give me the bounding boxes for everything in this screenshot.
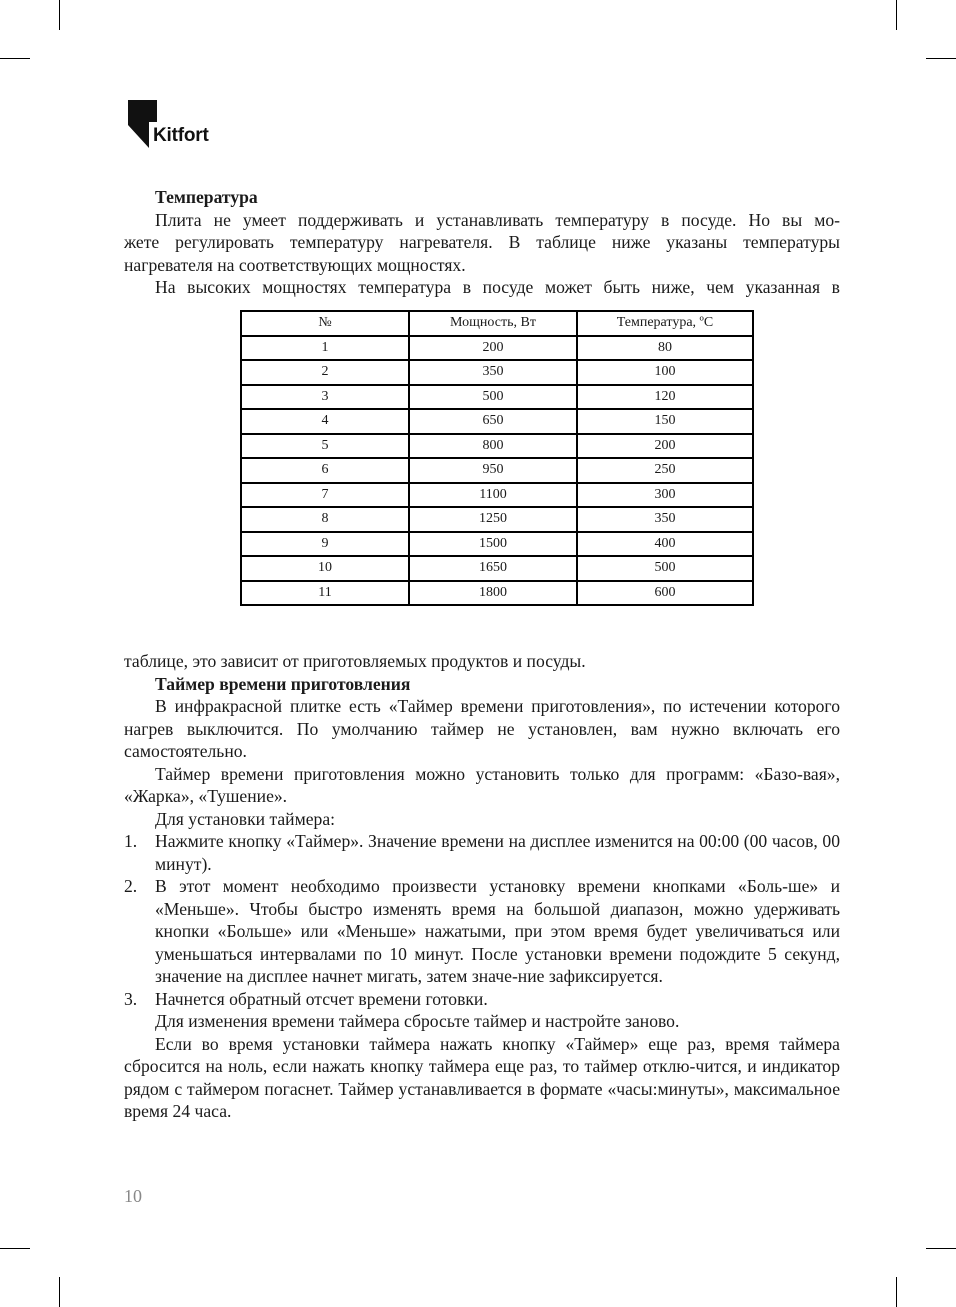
table-cell: 350 <box>577 507 753 532</box>
column-header: № <box>241 311 409 336</box>
table-row <box>241 581 753 606</box>
table-cell: 100 <box>577 360 753 385</box>
section-heading: Температура <box>155 187 258 207</box>
table-cell: 250 <box>577 458 753 483</box>
table-row <box>241 434 753 459</box>
table-cell: 300 <box>577 483 753 508</box>
brand-name: Kitfort <box>153 125 209 146</box>
table-cell: 120 <box>577 385 753 410</box>
table-cell: 11 <box>241 581 409 606</box>
list-item <box>124 830 840 875</box>
table-cell: 8 <box>241 507 409 532</box>
table-row <box>241 458 753 483</box>
list-item-number: 2. <box>124 876 138 896</box>
paragraph-line: нагревателя на соответствующих мощностях. <box>124 254 466 275</box>
table-cell: 200 <box>577 434 753 459</box>
paragraph-line: Плита не умеет поддерживать и устанавливать температуру в посуде. Но вы мо- <box>155 209 840 230</box>
table-cell: 500 <box>577 556 753 581</box>
table-row <box>241 385 753 410</box>
table-cell: 1800 <box>409 581 577 606</box>
table-cell: 1250 <box>409 507 577 532</box>
table-cell: 6 <box>241 458 409 483</box>
table-cell: 650 <box>409 409 577 434</box>
list-item-number: 1. <box>124 831 138 851</box>
crop-mark <box>59 1277 60 1307</box>
table-cell: 350 <box>409 360 577 385</box>
paragraph-line: таблице, это зависит от приготовляемых продуктов и посуды. <box>124 651 586 671</box>
list-item <box>124 988 840 1011</box>
table-cell: 7 <box>241 483 409 508</box>
section-heading: Таймер времени приготовления <box>155 673 411 694</box>
table-cell: 10 <box>241 556 409 581</box>
power-temperature-table <box>240 310 754 606</box>
table-cell: 5 <box>241 434 409 459</box>
table-row <box>241 532 753 557</box>
list-item-text: Нажмите кнопку «Таймер». Значение времени на дисплее изменится на 00:00 (00 часов, 00 минут). <box>155 831 840 874</box>
table-cell: 600 <box>577 581 753 606</box>
table-cell: 950 <box>409 458 577 483</box>
timer-steps-list <box>124 830 840 1010</box>
paragraph: В инфракрасной плитке есть «Таймер времени приготовления», по истечении которого нагрев выключится. По умолчанию таймер не установлен, вам нужно включать его самостоятельно. <box>124 696 840 761</box>
list-item-number: 3. <box>124 988 138 1009</box>
table-header-row <box>241 311 753 336</box>
table-row <box>241 483 753 508</box>
crop-mark <box>0 1248 30 1249</box>
crop-mark <box>926 58 956 59</box>
list-item <box>124 875 840 988</box>
table-cell: 80 <box>577 336 753 361</box>
table-cell: 2 <box>241 360 409 385</box>
table-row <box>241 409 753 434</box>
paragraph: Таймер времени приготовления можно установить только для программ: «Базо-вая», «Жарка», «Тушение». <box>124 763 840 806</box>
page-number: 10 <box>124 1186 142 1206</box>
timer-section <box>124 650 840 1123</box>
crop-mark <box>896 1277 897 1307</box>
table-row <box>241 556 753 581</box>
crop-mark <box>926 1248 956 1249</box>
crop-mark <box>896 0 897 30</box>
paragraph: Если во время установки таймера нажать кнопку «Таймер» еще раз, время таймера сбросится на ноль, если нажать кнопку таймера еще раз, то таймер отклю-чится, и индикатор рядом с таймером погаснет. Таймер устанавливается в формате «часы:минуты», максимальное время 24 часа. <box>124 1033 840 1121</box>
table-cell: 9 <box>241 532 409 557</box>
table-cell: 200 <box>409 336 577 361</box>
table-cell: 4 <box>241 409 409 434</box>
column-header: Температура, ºС <box>577 311 753 336</box>
column-header: Мощность, Вт <box>409 311 577 336</box>
table-cell: 1500 <box>409 532 577 557</box>
paragraph-line: На высоких мощностях температура в посуде может быть ниже, чем указанная в <box>155 277 840 297</box>
table-cell: 150 <box>577 409 753 434</box>
table-cell: 800 <box>409 434 577 459</box>
table-cell: 400 <box>577 532 753 557</box>
crop-mark <box>0 58 30 59</box>
table-cell: 1 <box>241 336 409 361</box>
list-item-text: Начнется обратный отсчет времени готовки. <box>155 988 488 1009</box>
table-row <box>241 507 753 532</box>
paragraph-line: жете регулировать температуру нагревателя. В таблице ниже указаны температуры <box>124 232 840 252</box>
brand-logo <box>127 100 227 148</box>
table-row <box>241 336 753 361</box>
list-item-text: В этот момент необходимо произвести установку времени кнопками «Боль-ше» и «Меньше». Чтобы быстро изменять время на большой диапазон, можно удерживать кнопки «Больше» или «Меньше» нажатыми, при этом время будет увеличиваться или уменьшаться интервалами по 10 минут. После установки времени подождите 5 секунд, значение на дисплее начнет мигать, затем значе-ние зафиксируется. <box>155 876 840 986</box>
paragraph: Для изменения времени таймера сбросьте таймер и настройте заново. <box>155 1011 680 1031</box>
table-cell: 3 <box>241 385 409 410</box>
paragraph: Для установки таймера: <box>155 808 336 829</box>
table-cell: 1100 <box>409 483 577 508</box>
table-row <box>241 360 753 385</box>
crop-mark <box>59 0 60 30</box>
table-cell: 500 <box>409 385 577 410</box>
temperature-section <box>124 186 840 299</box>
table-cell: 1650 <box>409 556 577 581</box>
